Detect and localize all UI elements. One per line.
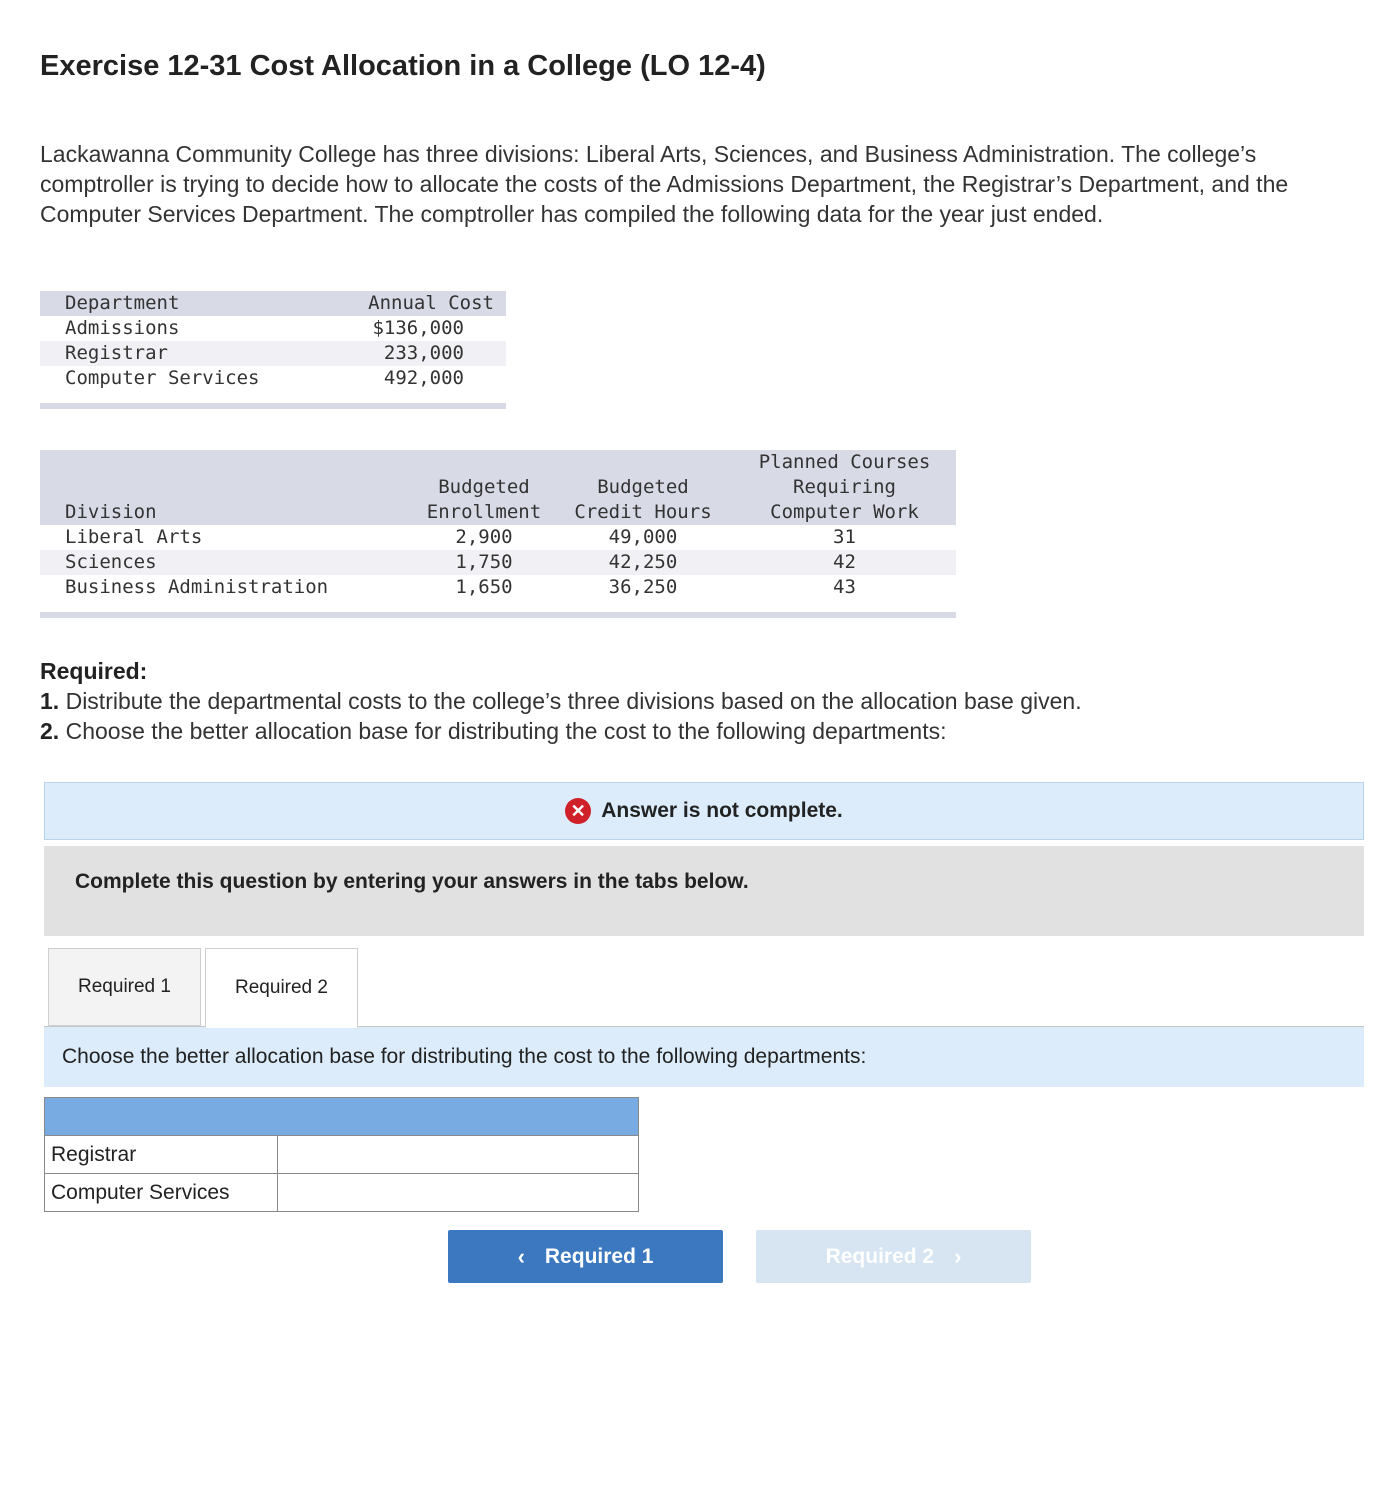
credit-hours-value: 36,250: [608, 576, 678, 598]
registrar-answer-input[interactable]: [278, 1137, 638, 1173]
answer-cell: [278, 1174, 639, 1212]
table-row: [40, 316, 506, 341]
division-data-table: [40, 450, 956, 618]
division-name: Business Administration: [65, 576, 329, 598]
tab-required-2[interactable]: Required 2: [205, 948, 358, 1028]
table-row: [45, 1174, 639, 1212]
required-label: Required:: [40, 658, 148, 684]
prev-required-1-button[interactable]: [448, 1230, 723, 1283]
required-section: [40, 656, 1082, 746]
courses-value: 43: [833, 576, 856, 598]
answer-table-header: [45, 1098, 639, 1136]
instructions-box: [44, 846, 1364, 936]
dept-name: Computer Services: [65, 367, 260, 389]
answer-cell: [278, 1136, 639, 1174]
header-text: Requiring: [793, 476, 896, 498]
table-row: [40, 550, 956, 575]
row-label-registrar: Registrar: [45, 1136, 278, 1174]
answer-status-banner: [44, 782, 1364, 840]
header-text: Budgeted: [597, 476, 689, 498]
answer-status-text: Answer is not complete.: [601, 799, 843, 822]
instructions-text: Complete this question by entering your answers in the tabs below.: [75, 870, 749, 893]
column-header-division: [40, 450, 415, 525]
division-name: Liberal Arts: [65, 526, 203, 548]
table-row: [40, 341, 506, 366]
item-text: Distribute the departmental costs to the college’s three divisions based on the allocation base given.: [65, 688, 1082, 714]
required-item-1: [40, 686, 1082, 716]
header-cell: [45, 1098, 639, 1136]
header-text: Enrollment: [426, 501, 542, 523]
prev-button-label: Required 1: [544, 1244, 654, 1268]
dept-name: Registrar: [65, 342, 168, 364]
column-header: Department: [65, 292, 180, 314]
chevron-left-icon: ‹: [517, 1243, 525, 1269]
dept-name: Admissions: [65, 317, 180, 339]
computer-services-answer-input[interactable]: [278, 1175, 638, 1211]
table-row: [40, 366, 506, 391]
header-text: Planned Courses: [758, 451, 931, 473]
column-header-credit-hours: [553, 450, 733, 525]
table-bottom-rule: [40, 403, 506, 409]
column-header-planned-courses: [733, 450, 956, 525]
answer-table: [44, 1097, 639, 1212]
table-bottom-rule: [40, 612, 956, 618]
courses-value: 31: [833, 526, 856, 548]
credit-hours-value: 42,250: [608, 551, 678, 573]
header-text: Credit Hours: [574, 501, 712, 523]
header-text: Budgeted: [438, 476, 530, 498]
intro-paragraph: Lackawanna Community College has three divisions: Liberal Arts, Sciences, and Business Administration. The college’s comptroller is trying to decide how to allocate the costs of the Admissions Department, the Registrar’s Department, and the Computer Services Department. The comptroller has compiled the following data for the year just ended.: [40, 141, 1289, 227]
error-x-icon: ✕: [565, 798, 591, 824]
table-row: [40, 575, 956, 600]
enrollment-value: 1,750: [455, 551, 513, 573]
column-header-enrollment: [415, 450, 553, 525]
division-name: Sciences: [65, 551, 157, 573]
column-header: Annual Cost: [368, 292, 494, 314]
courses-value: 42: [833, 551, 856, 573]
item-number: 2.: [40, 718, 60, 744]
row-label-computer-services: Computer Services: [45, 1174, 278, 1212]
table-header-row: [40, 291, 506, 316]
item-number: 1.: [40, 688, 60, 714]
page-title: Exercise 12-31 Cost Allocation in a College (LO 12-4): [40, 50, 766, 82]
enrollment-value: 1,650: [455, 576, 513, 598]
header-text: Division: [65, 501, 157, 523]
tab-required-1[interactable]: Required 1: [48, 948, 201, 1026]
enrollment-value: 2,900: [455, 526, 513, 548]
dept-cost: $136,000: [372, 317, 464, 339]
next-required-2-button[interactable]: [756, 1230, 1031, 1283]
header-text: Computer Work: [770, 501, 919, 523]
credit-hours-value: 49,000: [608, 526, 678, 548]
department-cost-table: [40, 291, 506, 409]
item-text: Choose the better allocation base for distributing the cost to the following departments:: [65, 718, 947, 744]
table-header-row: [40, 450, 956, 525]
dept-cost: 233,000: [383, 342, 464, 364]
tab-bar: [44, 947, 1364, 1027]
tab-instruction: Choose the better allocation base for distributing the cost to the following departments:: [44, 1027, 1364, 1087]
next-button-label: Required 2: [825, 1244, 935, 1268]
dept-cost: 492,000: [383, 367, 464, 389]
required-item-2: [40, 716, 1082, 746]
table-row: [45, 1136, 639, 1174]
table-row: [40, 525, 956, 550]
chevron-right-icon: ›: [954, 1243, 962, 1269]
